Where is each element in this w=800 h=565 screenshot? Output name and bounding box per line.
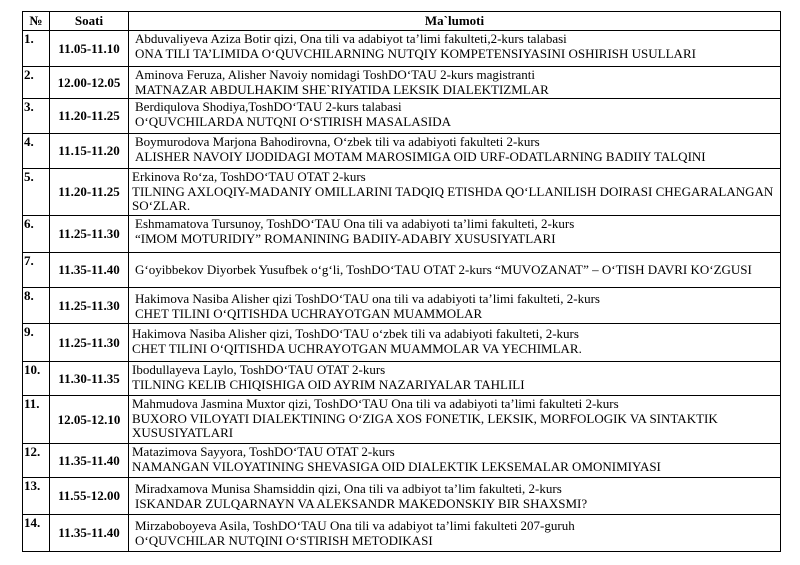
row-info bbox=[129, 396, 781, 444]
row-info bbox=[129, 324, 781, 362]
row-number: 14. bbox=[23, 515, 50, 552]
row-number: 5. bbox=[23, 169, 50, 216]
row-author: Hakimova Nasiba Alisher qizi ToshDO‘TAU ona tili va adabiyoti ta’limi fakulteti, 2-kurs bbox=[135, 291, 600, 306]
row-info bbox=[129, 216, 781, 253]
row-author: Boymurodova Marjona Bahodirovna, O‘zbek tili va adabiyoti fakulteti 2-kurs bbox=[135, 134, 540, 149]
row-time: 11.35-11.40 bbox=[50, 515, 129, 552]
table-row bbox=[23, 515, 781, 552]
table-row bbox=[23, 134, 781, 169]
row-number: 1. bbox=[23, 31, 50, 67]
row-title: “IMOM MOTURIDIY” ROMANINING BADIIY-ADABIY XUSUSIYATLARI bbox=[135, 230, 556, 246]
table-row bbox=[23, 324, 781, 362]
row-time: 11.25-11.30 bbox=[50, 324, 129, 362]
row-info bbox=[129, 99, 781, 134]
row-info bbox=[129, 67, 781, 99]
row-number: 10. bbox=[23, 362, 50, 396]
header-row bbox=[23, 12, 781, 31]
row-time: 11.35-11.40 bbox=[50, 253, 129, 288]
row-author: Mirzaboboyeva Asila, ToshDO‘TAU Ona tili va adabiyot ta’limi fakulteti 207-guruh bbox=[135, 518, 575, 533]
row-author: Erkinova Ro‘za, ToshDO‘TAU OTAT 2-kurs bbox=[132, 169, 366, 184]
row-info bbox=[129, 169, 781, 216]
table-row bbox=[23, 31, 781, 67]
row-author: Eshmamatova Tursunoy, ToshDO‘TAU Ona tili va adabiyoti ta’limi fakulteti, 2-kurs bbox=[135, 216, 575, 231]
row-info bbox=[129, 515, 781, 552]
row-info bbox=[129, 31, 781, 67]
row-author: Hakimova Nasiba Alisher qizi, ToshDO‘TAU o‘zbek tili va adabiyoti fakulteti, 2-kurs bbox=[132, 326, 579, 341]
row-number: 9. bbox=[23, 324, 50, 362]
row-title: O‘QUVCHILARDA NUTQNI O‘STIRISH MASALASIDA bbox=[135, 113, 451, 129]
row-number: 3. bbox=[23, 99, 50, 134]
row-author: Miradxamova Munisa Shamsiddin qizi, Ona tili va adbiyot ta’lim fakulteti, 2-kurs bbox=[135, 481, 562, 496]
row-info bbox=[129, 444, 781, 478]
row-number: 4. bbox=[23, 134, 50, 169]
row-title: NAMANGAN VILOYATINING SHEVASIGA OID DIALEKTIK LEKSEMALAR OMONIMIYASI bbox=[132, 458, 661, 474]
row-time: 11.05-11.10 bbox=[50, 31, 129, 67]
row-time: 12.05-12.10 bbox=[50, 396, 129, 444]
row-number: 12. bbox=[23, 444, 50, 478]
table-row bbox=[23, 362, 781, 396]
row-author: Abduvaliyeva Aziza Botir qizi, Ona tili va adabiyot ta’limi fakulteti,2-kurs talabasi bbox=[135, 31, 567, 46]
schedule-table bbox=[22, 11, 781, 552]
table-row bbox=[23, 99, 781, 134]
row-number: 7. bbox=[23, 253, 50, 288]
table-row bbox=[23, 253, 781, 288]
header-num: № bbox=[23, 12, 50, 31]
row-info bbox=[129, 362, 781, 396]
row-author: Mahmudova Jasmina Muxtor qizi, ToshDO‘TAU Ona tili va adabiyoti ta’limi fakulteti 2-kurs bbox=[132, 396, 619, 411]
row-info bbox=[129, 253, 781, 288]
row-time: 11.25-11.30 bbox=[50, 216, 129, 253]
row-author: Berdiqulova Shodiya,ToshDO‘TAU 2-kurs talabasi bbox=[135, 99, 402, 114]
table-row bbox=[23, 67, 781, 99]
table-row bbox=[23, 478, 781, 515]
row-number: 13. bbox=[23, 478, 50, 515]
row-time: 11.20-11.25 bbox=[50, 99, 129, 134]
row-time: 12.00-12.05 bbox=[50, 67, 129, 99]
row-time: 11.20-11.25 bbox=[50, 169, 129, 216]
table-row bbox=[23, 288, 781, 324]
row-title: TILNING KELIB CHIQISHIGA OID AYRIM NAZARIYALAR TAHLILI bbox=[132, 376, 525, 392]
header-time: Soati bbox=[50, 12, 129, 31]
row-title: ONA TILI TA’LIMIDA O‘QUVCHILARNING NUTQIY KOMPETENSIYASINI OSHIRISH USULLARI bbox=[135, 45, 696, 61]
row-number: 6. bbox=[23, 216, 50, 253]
row-title: CHET TILINI O‘QITISHDA UCHRAYOTGAN MUAMMOLAR VA YECHIMLAR. bbox=[132, 340, 582, 356]
row-title: O‘QUVCHILAR NUTQINI O‘STIRISH METODIKASI bbox=[135, 532, 433, 548]
row-info bbox=[129, 134, 781, 169]
row-number: 11. bbox=[23, 396, 50, 444]
table-row bbox=[23, 169, 781, 216]
row-time: 11.15-11.20 bbox=[50, 134, 129, 169]
row-number: 8. bbox=[23, 288, 50, 324]
row-title: MATNAZAR ABDULHAKIM SHE`RIYATIDA LEKSIK DIALEKTIZMLAR bbox=[135, 81, 549, 97]
row-title: ALISHER NAVOIY IJODIDAGI MOTAM MAROSIMIGA OID URF-ODATLARNING BADIIY TALQINI bbox=[135, 148, 706, 164]
row-number: 2. bbox=[23, 67, 50, 99]
row-time: 11.25-11.30 bbox=[50, 288, 129, 324]
row-author: Aminova Feruza, Alisher Navoiy nomidagi ToshDO‘TAU 2-kurs magistranti bbox=[135, 67, 536, 82]
row-time: 11.55-12.00 bbox=[50, 478, 129, 515]
row-author: Matazimova Sayyora, ToshDO‘TAU OTAT 2-kurs bbox=[132, 444, 395, 459]
row-title: ISKANDAR ZULQARNAYN VA ALEKSANDR MAKEDONSKIY BIR SHAXSMI? bbox=[135, 495, 588, 511]
table-row bbox=[23, 216, 781, 253]
row-time: 11.30-11.35 bbox=[50, 362, 129, 396]
row-title: CHET TILINI O‘QITISHDA UCHRAYOTGAN MUAMMOLAR bbox=[135, 305, 483, 321]
row-time: 11.35-11.40 bbox=[50, 444, 129, 478]
row-info bbox=[129, 288, 781, 324]
row-title: TILNING AXLOQIY-MADANIY OMILLARINI TADQIQ ETISHDA QO‘LLANILISH DOIRASI CHEGARALANGAN SO‘ZLAR. bbox=[132, 183, 774, 213]
row-author: G‘oyibbekov Diyorbek Yusufbek o‘g‘li, ToshDO‘TAU OTAT 2-kurs “MUVOZANAT” – O‘TISH DAVRI KO‘ZGUSI bbox=[135, 261, 752, 277]
header-info: Ma`lumoti bbox=[129, 12, 781, 31]
row-info bbox=[129, 478, 781, 515]
row-title: BUXORO VILOYATI DIALEKTINING O‘ZIGA XOS FONETIK, LEKSIK, MORFOLOGIK VA SINTAKTIK XUSUSIYATLARI bbox=[132, 410, 718, 440]
table-row bbox=[23, 444, 781, 478]
table-row bbox=[23, 396, 781, 444]
row-author: Ibodullayeva Laylo, ToshDO‘TAU OTAT 2-kurs bbox=[132, 362, 386, 377]
